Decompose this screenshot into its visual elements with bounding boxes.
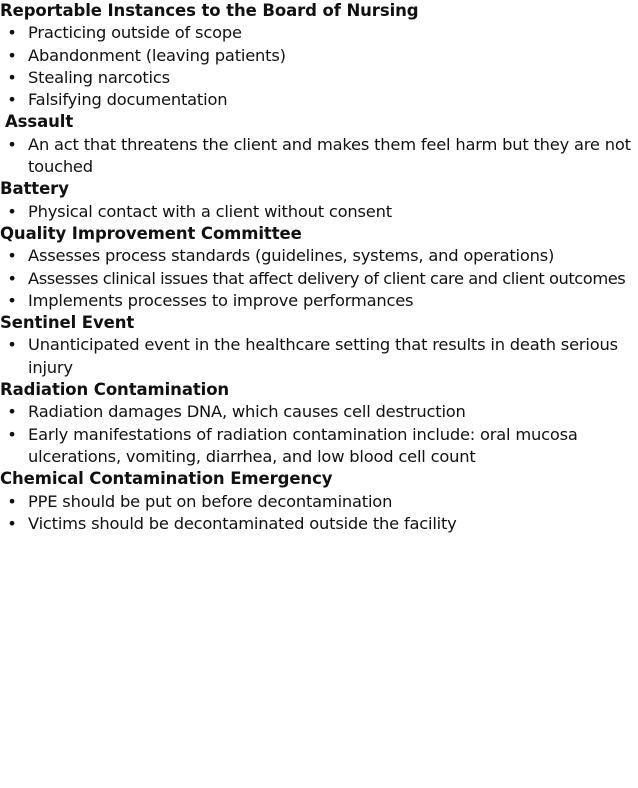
list-item-text: Radiation damages DNA, which causes cell destruction bbox=[28, 402, 466, 422]
bullet-list bbox=[0, 134, 638, 179]
list-item bbox=[0, 334, 638, 379]
bullet-icon: • bbox=[7, 45, 17, 65]
section-assault bbox=[0, 111, 638, 178]
list-item-text: Unanticipated event in the healthcare setting that results in death serious injury bbox=[28, 335, 618, 377]
section-quality-improvement bbox=[0, 223, 638, 312]
section-heading: Assault bbox=[5, 112, 74, 132]
list-item-text: Falsifying documentation bbox=[28, 90, 228, 110]
section-sentinel-event bbox=[0, 312, 638, 379]
section-heading: Sentinel Event bbox=[0, 313, 135, 333]
list-item bbox=[0, 513, 638, 535]
list-item-text: Abandonment (leaving patients) bbox=[28, 45, 286, 65]
list-item-text: PPE should be put on before decontamination bbox=[28, 491, 393, 511]
bullet-icon: • bbox=[7, 335, 17, 355]
list-item bbox=[0, 45, 638, 67]
list-item-text: Assesses clinical issues that affect delivery of client care and client outcomes bbox=[28, 268, 626, 288]
bullet-icon: • bbox=[7, 290, 17, 310]
bullet-icon: • bbox=[7, 268, 17, 288]
bullet-list bbox=[0, 201, 638, 223]
list-item-text: Implements processes to improve performances bbox=[28, 290, 414, 310]
list-item-text: Stealing narcotics bbox=[28, 67, 170, 87]
section-heading: Quality Improvement Committee bbox=[0, 223, 302, 243]
section-chemical-contamination bbox=[0, 468, 638, 535]
list-item bbox=[0, 89, 638, 111]
section-radiation-contamination bbox=[0, 379, 638, 468]
section-heading: Battery bbox=[0, 179, 69, 199]
list-item-text: Assesses process standards (guidelines, systems, and operations) bbox=[28, 246, 555, 266]
section-heading: Radiation Contamination bbox=[0, 380, 230, 400]
bullet-icon: • bbox=[7, 67, 17, 87]
bullet-icon: • bbox=[7, 201, 17, 221]
list-item bbox=[0, 201, 638, 223]
bullet-icon: • bbox=[7, 424, 17, 444]
section-heading: Reportable Instances to the Board of Nursing bbox=[0, 1, 419, 20]
list-item-text: Practicing outside of scope bbox=[28, 23, 242, 43]
bullet-icon: • bbox=[7, 491, 17, 511]
list-item bbox=[0, 290, 638, 312]
bullet-list bbox=[0, 491, 638, 536]
list-item bbox=[0, 134, 638, 179]
list-item-text: An act that threatens the client and makes them feel harm but they are not touched bbox=[28, 134, 631, 177]
bullet-list bbox=[0, 245, 638, 312]
bullet-list bbox=[0, 401, 638, 468]
list-item bbox=[0, 401, 638, 423]
list-item bbox=[0, 491, 638, 513]
bullet-icon: • bbox=[7, 23, 17, 43]
list-item bbox=[0, 22, 638, 44]
list-item bbox=[0, 424, 638, 469]
list-item-text: Victims should be decontaminated outside the facility bbox=[28, 513, 457, 533]
section-battery bbox=[0, 178, 638, 223]
bullet-icon: • bbox=[7, 513, 17, 533]
list-item bbox=[0, 268, 638, 290]
bullet-icon: • bbox=[7, 134, 17, 154]
list-item-text: Physical contact with a client without consent bbox=[28, 201, 392, 221]
bullet-list bbox=[0, 22, 638, 111]
list-item-text: Early manifestations of radiation contamination include: oral mucosa ulcerations, vomiting, diarrhea, and low blood cell count bbox=[28, 424, 578, 466]
bullet-icon: • bbox=[7, 246, 17, 266]
list-item bbox=[0, 245, 638, 267]
section-reportable-instances bbox=[0, 0, 638, 111]
bullet-icon: • bbox=[7, 90, 17, 110]
bullet-icon: • bbox=[7, 402, 17, 422]
section-heading: Chemical Contamination Emergency bbox=[0, 469, 333, 489]
list-item bbox=[0, 67, 638, 89]
bullet-list bbox=[0, 334, 638, 379]
